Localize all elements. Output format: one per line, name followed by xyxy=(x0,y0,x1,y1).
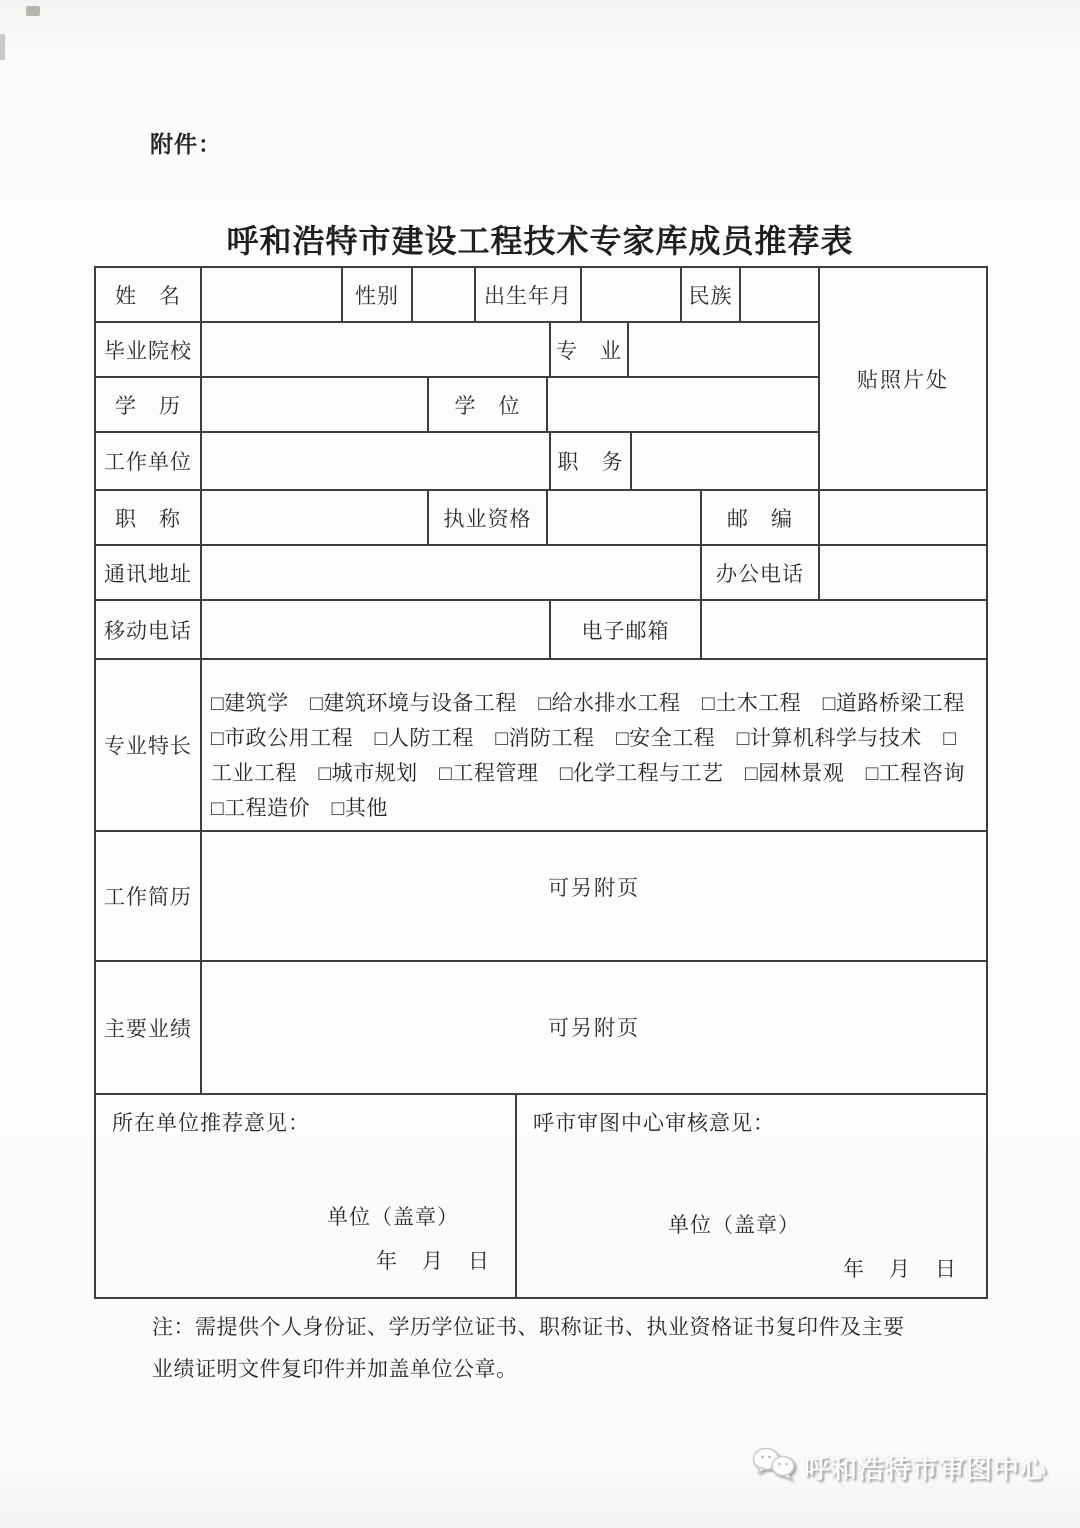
zip-label: 邮 编 xyxy=(702,491,820,546)
name-input-cell xyxy=(202,268,343,323)
achievements-label: 主要业绩 xyxy=(96,962,202,1095)
review-opinion-cell xyxy=(517,1095,986,1297)
school-label: 毕业院校 xyxy=(96,323,202,378)
resume-label: 工作简历 xyxy=(96,832,202,962)
education-label: 学 历 xyxy=(96,378,202,433)
office-phone-label: 办公电话 xyxy=(702,546,820,601)
qualification-label: 执业资格 xyxy=(429,491,548,546)
education-input-cell xyxy=(202,378,429,433)
specialty-options: □建筑学 □建筑环境与设备工程 □给水排水工程 □土木工程 □道路桥梁工程 □市政公用工程 □人防工程 □消防工程 □安全工程 □计算机科学与技术 □工业工程 □城市规划 □工程管理 □化学工程与工艺 □园林景观 □工程咨询 □工程造价 □其他 xyxy=(202,660,986,832)
review-opinion-title: 呼市审图中心审核意见： xyxy=(533,1111,775,1135)
recommendation-form-table xyxy=(94,266,988,1299)
birth-label: 出生年月 xyxy=(476,268,582,323)
wechat-logo-icon xyxy=(752,1446,798,1489)
name-label: 姓 名 xyxy=(96,268,202,323)
row-achievements xyxy=(96,962,986,1095)
ethnic-input-cell xyxy=(741,268,820,323)
resume-content-cell: 可另附页 xyxy=(202,832,986,962)
address-label: 通讯地址 xyxy=(96,546,202,601)
top-left-rows xyxy=(96,268,820,491)
achievements-content-cell: 可另附页 xyxy=(202,962,986,1095)
row-specialty xyxy=(96,660,986,832)
title-input-cell xyxy=(202,491,429,546)
review-date-label: 年 月 日 xyxy=(843,1257,958,1281)
row-resume xyxy=(96,832,986,962)
post-label: 职 务 xyxy=(551,433,632,491)
scan-artifact xyxy=(26,6,40,16)
qualification-input-cell xyxy=(548,491,702,546)
employer-input-cell xyxy=(202,433,551,491)
row-mobile xyxy=(96,601,986,660)
scan-artifact xyxy=(0,34,5,60)
photo-area: 贴照片处 xyxy=(820,268,986,491)
employer-date-label: 年 月 日 xyxy=(376,1249,491,1273)
office-phone-input-cell xyxy=(820,546,986,601)
address-input-cell xyxy=(202,546,702,601)
row-education xyxy=(96,378,820,433)
ethnic-label: 民族 xyxy=(682,268,741,323)
footer-note: 注：需提供个人身份证、学历学位证书、职称证书、执业资格证书复印件及主要业绩证明文件复印件并加盖单位公章。 xyxy=(152,1315,905,1381)
specialty-label: 专业特长 xyxy=(96,660,202,832)
email-input-cell xyxy=(702,601,986,660)
degree-input-cell xyxy=(548,378,820,433)
row-address xyxy=(96,546,986,601)
email-label: 电子邮箱 xyxy=(551,601,702,660)
post-input-cell xyxy=(632,433,820,491)
row-name xyxy=(96,268,820,323)
row-opinions xyxy=(96,1095,986,1297)
zip-input-cell xyxy=(820,491,986,546)
row-title xyxy=(96,491,986,546)
title-label: 职 称 xyxy=(96,491,202,546)
employer-label: 工作单位 xyxy=(96,433,202,491)
mobile-label: 移动电话 xyxy=(96,601,202,660)
mobile-input-cell xyxy=(202,601,551,660)
employer-opinion-title: 所在单位推荐意见： xyxy=(112,1111,310,1135)
gender-input-cell xyxy=(413,268,476,323)
birth-input-cell xyxy=(582,268,682,323)
row-employer xyxy=(96,433,820,491)
review-stamp-label: 单位（盖章） xyxy=(668,1213,800,1237)
gender-label: 性别 xyxy=(343,268,413,323)
major-label: 专 业 xyxy=(551,323,629,378)
table-top-block xyxy=(96,268,986,491)
employer-stamp-label: 单位（盖章） xyxy=(327,1205,459,1229)
attachment-label: 附件： xyxy=(150,131,222,157)
employer-opinion-cell xyxy=(96,1095,517,1297)
row-school xyxy=(96,323,820,378)
degree-label: 学 位 xyxy=(429,378,548,433)
watermark-text: 呼和浩特市审图中心 xyxy=(804,1454,1048,1484)
watermark xyxy=(752,1446,1047,1489)
page-title: 呼和浩特市建设工程技术专家库成员推荐表 xyxy=(226,223,854,259)
school-input-cell xyxy=(202,323,551,378)
major-input-cell xyxy=(629,323,820,378)
